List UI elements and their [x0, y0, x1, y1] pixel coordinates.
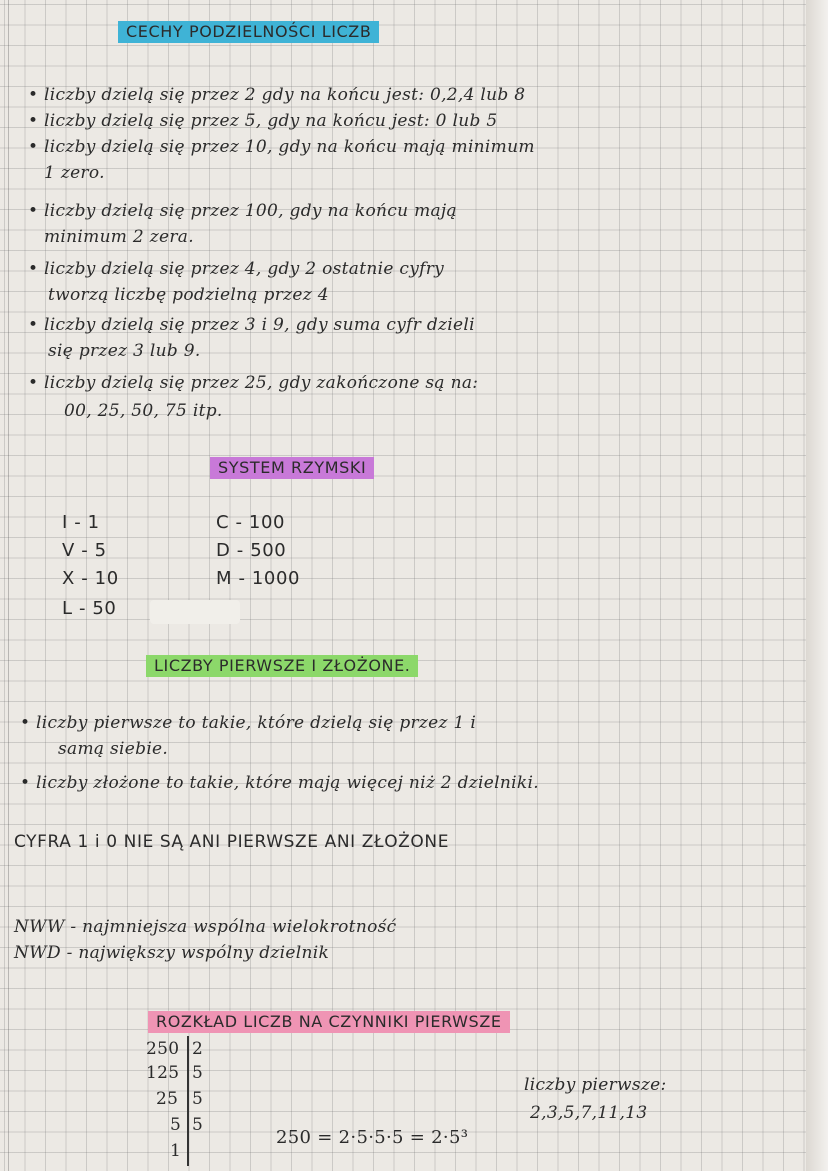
- divisibility-line: • liczby dzielą się przez 25, gdy zakończone są na:: [28, 373, 479, 393]
- divisibility-line: się przez 3 lub 9.: [48, 341, 201, 361]
- section-title-primes: LICZBY PIERWSZE I ZŁOŻONE.: [146, 655, 418, 677]
- factor-divisor: 5: [192, 1063, 204, 1083]
- section-roman-title-wrap: [210, 458, 374, 477]
- primes-list-label: liczby pierwsze:: [524, 1075, 667, 1095]
- primes-list: 2,3,5,7,11,13: [530, 1103, 648, 1123]
- factor-dividend: 1: [170, 1141, 182, 1161]
- primes-line: • liczby pierwsze to takie, które dzielą się przez 1 i: [20, 713, 477, 733]
- factor-dividend: 250: [146, 1039, 180, 1059]
- roman-item: D - 500: [216, 540, 287, 561]
- section-divisibility-title-wrap: [118, 22, 379, 41]
- roman-item: I - 1: [62, 512, 100, 533]
- roman-item: X - 10: [62, 568, 119, 589]
- section-title-divisibility: CECHY PODZIELNOŚCI LICZB: [118, 21, 379, 43]
- divisibility-line: • liczby dzielą się przez 10, gdy na końcu mają minimum: [28, 137, 535, 157]
- divisibility-line: • liczby dzielą się przez 4, gdy 2 ostatnie cyfry: [28, 259, 445, 279]
- roman-item: C - 100: [216, 512, 286, 533]
- factor-divisor: 2: [192, 1039, 204, 1059]
- nwd-definition: NWD - największy wspólny dzielnik: [14, 943, 330, 963]
- factor-dividend: 25: [156, 1089, 179, 1109]
- divisibility-line: • liczby dzielą się przez 100, gdy na końcu mają: [28, 201, 457, 221]
- factorization-divider: [187, 1036, 189, 1166]
- factor-dividend: 125: [146, 1063, 180, 1083]
- divisibility-line: • liczby dzielą się przez 3 i 9, gdy suma cyfr dzieli: [28, 315, 475, 335]
- divisibility-line: tworzą liczbę podzielną przez 4: [48, 285, 329, 305]
- section-title-factorization: ROZKŁAD LICZB NA CZYNNIKI PIERWSZE: [148, 1011, 510, 1033]
- paper-glare: [150, 600, 240, 624]
- divisibility-line: • liczby dzielą się przez 5, gdy na końcu jest: 0 lub 5: [28, 111, 498, 131]
- page-margin-line: [8, 0, 9, 1171]
- primes-line: samą siebie.: [58, 739, 169, 759]
- roman-item: L - 50: [62, 598, 117, 619]
- factor-divisor: 5: [192, 1115, 204, 1135]
- divisibility-line: • liczby dzielą się przez 2 gdy na końcu jest: 0,2,4 lub 8: [28, 85, 526, 105]
- factor-dividend: 5: [170, 1115, 182, 1135]
- divisibility-line: 1 zero.: [44, 163, 105, 183]
- section-primes-title-wrap: [146, 656, 418, 675]
- primes-line: • liczby złożone to takie, które mają więcej niż 2 dzielniki.: [20, 773, 539, 793]
- primes-note: CYFRA 1 i 0 NIE SĄ ANI PIERWSZE ANI ZŁOŻONE: [14, 832, 450, 852]
- roman-item: V - 5: [62, 540, 107, 561]
- roman-item: M - 1000: [216, 568, 301, 589]
- factor-divisor: 5: [192, 1089, 204, 1109]
- divisibility-line: 00, 25, 50, 75 itp.: [64, 401, 223, 421]
- section-title-roman: SYSTEM RZYMSKI: [210, 457, 374, 479]
- section-factorization-title-wrap: [148, 1012, 510, 1031]
- nww-definition: NWW - najmniejsza wspólna wielokrotność: [14, 917, 397, 937]
- divisibility-line: minimum 2 zera.: [44, 227, 194, 247]
- factorization-result: 250 = 2·5·5·5 = 2·5³: [276, 1127, 469, 1148]
- notebook-spine: [806, 0, 828, 1171]
